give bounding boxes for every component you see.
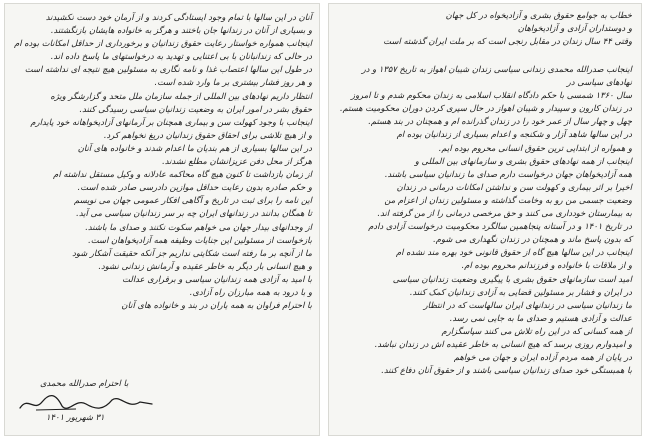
letter-page-right xyxy=(328,3,642,436)
signature-name: با احترام صدرالله محمدی xyxy=(40,378,129,388)
signature-block xyxy=(16,378,166,430)
letter-body-left: آنان در این سالها با تمام وجود ایستادگی کردند و از آرمان خود دست نکشیدند و بسیاری از آنان در زندانها جان باختند و هرگز به خانواده هایشان بازنگشتند. اینجانب همواره خواستار رعایت حقوق زندانیان و برخورداری از حداقل امکانات بوده ام در حالی که زندانبانان با بی اعتنایی و تهدید به درخواستهای ما پاسخ داده اند. در طول این سالها اعتصاب غذا و نامه نگاری به مسئولین هیچ نتیجه ای نداشته است و هر روز فشار بیشتری بر ما وارد شده است. انتظار داریم نهادهای بین المللی از جمله سازمان ملل متحد و گزارشگر ویژه حقوق بشر در امور ایران به وضعیت زندانیان سیاسی رسیدگی کنند. اینجانب با وجود کهولت سن و بیماری همچنان بر آرمانهای آزادیخواهانه خود پایدارم و از هیچ تلاشی برای احقاق حقوق زندانیان دریغ نخواهم کرد. در این سالها بسیاری از هم بندیان ما اعدام شدند و خانواده های آنان هرگز از محل دفن عزیزانشان مطلع نشدند. از زمان بازداشت تا کنون هیچ گاه محاکمه عادلانه و وکیل مستقل نداشته ام و حکم صادره بدون رعایت حداقل موازین دادرسی صادر شده است. این نامه را برای ثبت در تاریخ و آگاهی افکار عمومی جهان می نویسم تا همگان بدانند در زندانهای ایران چه بر سر زندانیان سیاسی می آید. از وجدانهای بیدار جهان می خواهم سکوت نکنند و صدای ما باشند. بازخواست از مسئولین این جنایات وظیفه همه آزادیخواهان است. ما از آنچه بر ما رفته است شکایتی نداریم جز آنکه حقیقت آشکار شود و هیچ انسانی بار دیگر به خاطر عقیده و آرمانش زندانی نشود. با امید به آزادی همه زندانیان سیاسی و برقراری عدالت و با درود به همه مبارزان راه آزادی. با احترام فراوان به همه یاران در بند و خانواده های آنان xyxy=(14,12,312,311)
signature-date: ۳۱ شهریور ۱۴۰۱ xyxy=(46,412,105,422)
page-divider xyxy=(322,3,326,436)
handwritten-signature xyxy=(16,392,156,414)
letter-body-right: اینجانب صدرالله محمدی زندانی سیاسی زندان شیبان اهواز به تاریخ ۱۳۵۷ و در نهادهای سیاسی در سال ۱۳۶۰ شمسی با حکم دادگاه انقلاب اسلامی به زندان محکوم شدم و تا امروز در زندان کارون و سپیدار و شیبان اهواز در حال سپری کردن دوران محکومیت هستم. چهل و چهار سال از عمر خود را در زندان گذرانده ام و همچنان در بند هستم. در این سالها شاهد آزار و شکنجه و اعدام بسیاری از زندانیان بوده ام و همواره از ابتدایی ترین حقوق انسانی محروم بوده ایم. اینجانب از همه نهادهای حقوق بشری و سازمانهای بین المللی و همه آزادیخواهان جهان درخواست دارم صدای ما زندانیان سیاسی باشند. اخیرا بر اثر بیماری و کهولت سن و نداشتن امکانات درمانی در زندان وضعیت جسمی من رو به وخامت گذاشته و مسئولین زندان از اعزام من به بیمارستان خودداری می کنند و حق مرخصی درمانی را از من گرفته اند. در تاریخ ۱۴۰۱ و در آستانه پنجاهمین سالگرد محکومیت درخواست آزادی دادم که بدون پاسخ ماند و همچنان در زندان نگهداری می شوم. اینجانب در این سالها هیچ گاه از حقوق قانونی خود بهره مند نشده ام و از ملاقات با خانواده و فرزندانم محروم بوده ام. امید است سازمانهای حقوق بشری با پیگیری وضعیت زندانیان سیاسی در ایران و فشار بر مسئولین قضایی به آزادی زندانیان کمک کنند. ما زندانیان سیاسی در زندانهای ایران سالهاست که در انتظار عدالت و آزادی هستیم و صدای ما به جایی نمی رسد. از همه کسانی که در این راه تلاش می کنند سپاسگزارم و امیدوارم روزی برسد که هیچ انسانی به خاطر عقیده اش در زندان نباشد. در پایان از همه مردم آزاده ایران و جهان می خواهم با همبستگی خود صدای زندانیان سیاسی باشند و از حقوق آنان دفاع کنند. xyxy=(339,64,632,376)
letter-page-left xyxy=(4,3,320,436)
letter-heading: خطاب به جوامع حقوق بشری و آزادیخواه در کل جهان و دوستداران آزادی و آزادیخواهان وقتی ۴۴ سال زندان در مقابل رنجی است که بر ملت ایران گذشته است xyxy=(383,10,632,47)
